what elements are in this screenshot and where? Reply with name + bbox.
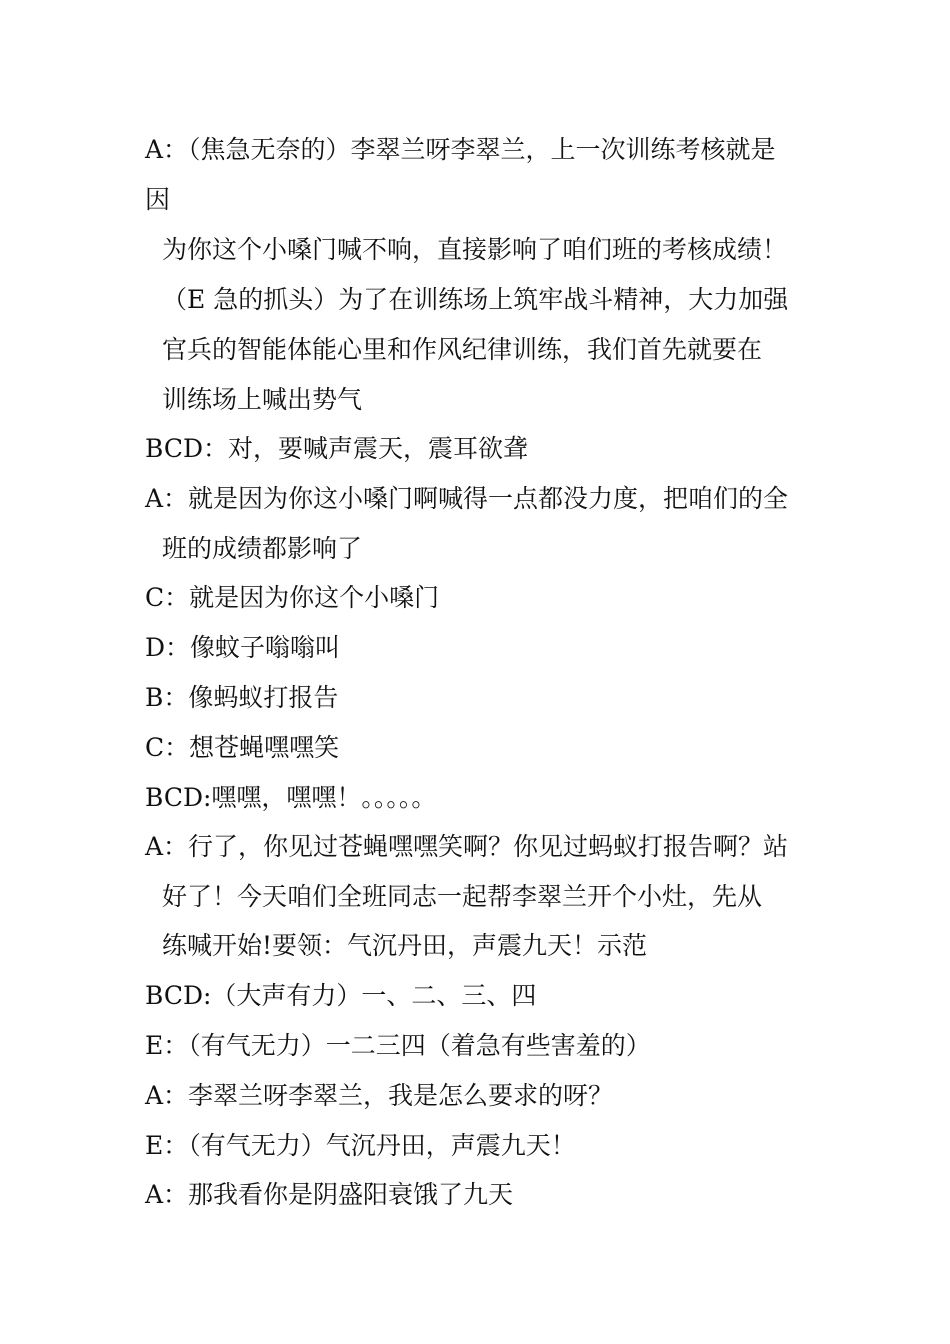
script-line-20: A：李翠兰呀李翠兰，我是怎么要求的呀？: [145, 1081, 614, 1110]
script-line-12: B：像蚂蚁打报告: [145, 683, 339, 712]
script-line-21: E：（有气无力）气沉丹田，声震九天！: [145, 1131, 576, 1160]
script-line-7: BCD：对，要喊声震天，震耳欲聋: [145, 434, 529, 463]
script-line-1: A：（焦急无奈的）李翠兰呀李翠兰，上一次训练考核就是: [145, 135, 776, 164]
script-line-2: 因: [145, 185, 171, 214]
script-line-17: 练喊开始!要领：气沉丹田，声震九天！示范: [162, 931, 648, 960]
script-line-4: （E 急的抓头）为了在训练场上筑牢战斗精神，大力加强: [162, 285, 789, 314]
script-line-22: A：那我看你是阴盛阳衰饿了九天: [145, 1180, 514, 1209]
script-line-13: C：想苍蝇嘿嘿笑: [145, 733, 340, 762]
script-line-9: 班的成绩都影响了: [162, 534, 363, 563]
script-line-6: 训练场上喊出势气: [162, 385, 363, 414]
script-line-15: A：行了，你见过苍蝇嘿嘿笑啊？你见过蚂蚁打报告啊？站: [145, 832, 789, 861]
script-line-18: BCD:（大声有力）一、二、三、四: [145, 981, 537, 1010]
script-line-14: BCD:嘿嘿，嘿嘿！。。。。。: [145, 783, 437, 812]
script-line-10: C：就是因为你这个小嗓门: [145, 583, 440, 612]
script-line-16: 好了！今天咱们全班同志一起帮李翠兰开个小灶，先从: [162, 882, 763, 911]
script-line-8: A：就是因为你这小嗓门啊喊得一点都没力度，把咱们的全: [145, 484, 789, 513]
script-line-5: 官兵的智能体能心里和作风纪律训练，我们首先就要在: [162, 335, 763, 364]
script-line-19: E：（有气无力）一二三四（着急有些害羞的）: [145, 1031, 651, 1060]
script-line-11: D：像蚊子嗡嗡叫: [145, 633, 341, 662]
script-line-3: 为你这个小嗓门喊不响，直接影响了咱们班的考核成绩！: [162, 235, 788, 264]
